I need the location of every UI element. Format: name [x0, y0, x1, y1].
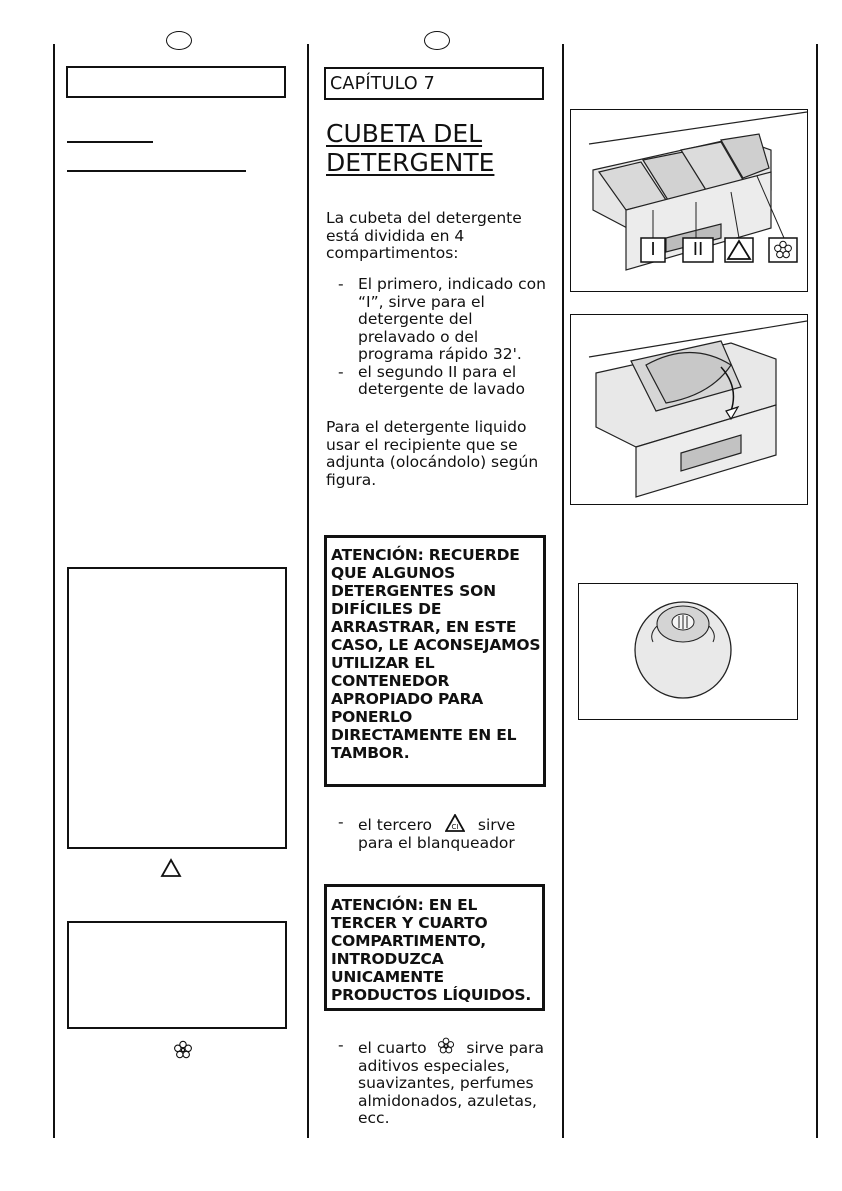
compartment-list-third — [338, 814, 553, 852]
list-item-third-suffix: sirve para el blanqueador — [358, 816, 516, 852]
liquid-container-drawer-figure — [570, 314, 808, 505]
compartment-label-ii: II — [692, 239, 704, 260]
page-title-line-1: CUBETA DEL — [326, 119, 483, 148]
list-item-third-prefix: el tercero — [358, 816, 432, 834]
compartment-label-i: I — [650, 239, 656, 260]
bleach-warning-icon — [445, 814, 465, 832]
detergent-drawer-figure — [570, 109, 808, 292]
svg-text:CI: CI — [451, 823, 459, 831]
chapter-label: CAPÍTULO 7 — [330, 74, 436, 94]
left-title-underline-1 — [67, 141, 153, 143]
list-item-second — [338, 364, 553, 399]
left-chapter-box — [66, 66, 286, 98]
list-dash: - — [338, 813, 344, 831]
compartment-list-top — [338, 276, 553, 399]
left-warning-box-1 — [67, 567, 287, 849]
list-item-third — [338, 814, 553, 852]
intro-text: La cubeta del detergente está dividida en 4 compartimentos: — [326, 209, 522, 262]
compartment-list-fourth — [338, 1037, 553, 1128]
bleach-triangle-icon — [160, 858, 182, 878]
list-item-second-text: el segundo II para el detergente de lavado — [358, 362, 525, 398]
liquid-detergent-note: Para el detergente liquido usar el recipiente que se adjunta (olocándolo) según figura. — [326, 418, 539, 489]
language-badge-left — [166, 31, 192, 50]
list-dash: - — [338, 362, 344, 381]
list-item-first-text: El primero, indicado con “I”, sirve para el detergente del prelavado o del programa rápido 32'. — [358, 275, 546, 363]
list-item-fourth-suffix: sirve para aditivos especiales, suavizantes, perfumes almidonados, azuletas, ecc. — [358, 1039, 545, 1127]
left-title-underline-2 — [67, 170, 246, 172]
warning-2-text: ATENCIÓN: EN EL TERCER Y CUARTO COMPARTIMENTO, INTRODUZCA UNICAMENTE PRODUCTOS LÍQUIDOS. — [331, 896, 532, 1004]
softener-icon — [437, 1037, 455, 1055]
warning-1-text: ATENCIÓN: RECUERDE QUE ALGUNOS DETERGENTES SON DIFÍCILES DE ARRASTRAR, EN ESTE CASO, LE ACONSEJAMOS UTILIZAR EL CONTENEDOR APROPIADO PARA PONERLO DIRECTAMENTE EN EL TAMBOR. — [331, 546, 541, 762]
page-title-line-2: DETERGENTE — [326, 148, 495, 177]
column-divider-right — [562, 44, 564, 1138]
left-warning-box-2 — [67, 921, 287, 1029]
column-divider-far-right — [816, 44, 818, 1138]
list-item-first — [338, 276, 553, 364]
list-item-fourth-prefix: el cuarto — [358, 1039, 427, 1057]
list-dash: - — [338, 1036, 344, 1054]
dosing-ball-figure — [578, 583, 798, 720]
language-badge-center — [424, 31, 450, 50]
softener-flower-icon — [173, 1040, 193, 1060]
list-item-fourth — [338, 1037, 553, 1128]
column-divider-center — [307, 44, 309, 1138]
list-dash: - — [338, 275, 344, 293]
column-divider-left — [53, 44, 55, 1138]
